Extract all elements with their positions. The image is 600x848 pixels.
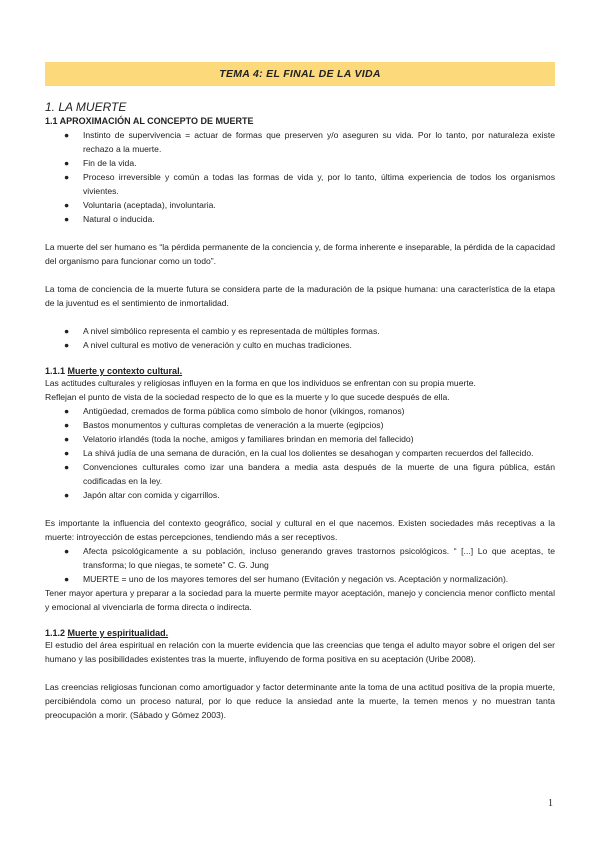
chapter-banner: TEMA 4: EL FINAL DE LA VIDA — [45, 62, 555, 86]
paragraph: Las creencias religiosas funcionan como amortiguador y factor determinante ante la toma de una actitud positiva de la propia muerte, percibiéndola como un proceso natural, por lo que reduce la ansiedad ante la muerte, la temen menos y no muestran tanta preocupación a morir. (Sábado y Gómez 2003). — [45, 682, 555, 720]
list-item: ● Convenciones culturales como izar una bandera a media asta después de la muerte de una figura pública, están codificadas en la ley. — [64, 462, 555, 486]
subsection-heading-cultural: 1.1.1 Muerte y contexto cultural. — [45, 366, 183, 376]
levels-list — [45, 324, 555, 352]
list-item: ● Bastos monumentos y culturas completas de veneración a la muerte (egipcios) — [64, 420, 384, 430]
list-item: ● Velatorio irlandés (toda la noche, amigos y familiares brindan en memoria del fallecido) — [64, 434, 414, 444]
paragraph: Tener mayor apertura y preparar a la sociedad para la muerte permite mayor aceptación, manejo y conciencia menor conflicto mental y emocional al vivenciarla de forma directa o indirecta. — [45, 588, 555, 612]
list-item: ● Japón altar con comida y cigarrillos. — [64, 490, 220, 500]
list-item: ● A nivel cultural es motivo de veneración y culto en muchas tradiciones. — [64, 340, 352, 350]
paragraph: Es importante la influencia del contexto geográfico, social y cultural en el que nacemos. Existen sociedades más receptivas a la muerte: introyección de estas percepciones, tendiendo más a ser receptivos. — [45, 518, 555, 542]
concept-list — [45, 128, 555, 226]
cultural-examples-list — [45, 404, 555, 502]
list-item: ● La shivá judía de una semana de duración, en la cual los dolientes se desahogan y comparten recuerdos del fallecido. — [64, 448, 534, 458]
list-item: ● Natural o inducida. — [64, 214, 155, 224]
paragraph: Reflejan el punto de vista de la sociedad respecto de lo que es la muerte y lo que sucede después de ella. — [45, 392, 450, 402]
list-item: ● Proceso irreversible y común a todas las formas de vida y, por lo tanto, última experiencia de todos los organismos vivientes. — [64, 172, 555, 196]
subsection-heading-spirituality: 1.1.2 Muerte y espiritualidad. — [45, 628, 169, 638]
list-item: ● Antigüedad, cremados de forma pública como símbolo de honor (vikingos, romanos) — [64, 406, 405, 416]
page-number: 1 — [548, 798, 553, 809]
definition-paragraph: La muerte del ser humano es “la pérdida permanente de la conciencia y, de forma inherente e inseparable, la pérdida de la capacidad del organismo para funcionar como un todo”. — [45, 242, 555, 266]
section-title: 1. LA MUERTE — [45, 100, 127, 114]
psychological-list — [45, 544, 555, 586]
list-item: ● MUERTE = uno de los mayores temores del ser humano (Evitación y negación vs. Aceptación y normalización). — [64, 574, 509, 584]
list-item: ● Afecta psicológicamente a su población, incluso generando graves trastornos psicológicos. “ [...] Lo que aceptas, te transforma; lo que niegas, te somete” C. G. Jung — [64, 546, 555, 570]
subsection-title: 1.1 APROXIMACIÓN AL CONCEPTO DE MUERTE — [45, 116, 254, 126]
list-item: ● Instinto de supervivencia = actuar de formas que preserven y/o aseguren su vida. Por lo tanto, por naturaleza existe rechazo a la muerte. — [64, 130, 555, 154]
list-item: ● A nivel simbólico representa el cambio y es representada de múltiples formas. — [64, 326, 380, 336]
paragraph: El estudio del área espiritual en relación con la muerte evidencia que las creencias que tenga el adulto mayor sobre el origen del ser humano y las posibilidades existentes tras la muerte, influyendo de forma positiva en su aceptación (Uribe 2008). — [45, 640, 555, 664]
document-page — [45, 62, 555, 722]
list-item: ● Voluntaria (aceptada), involuntaria. — [64, 200, 216, 210]
paragraph: Las actitudes culturales y religiosas influyen en la forma en que los individuos se enfrentan con su propia muerte. — [45, 378, 476, 388]
list-item: ● Fin de la vida. — [64, 158, 137, 168]
awareness-paragraph: La toma de conciencia de la muerte futura se considera parte de la maduración de la psique humana: una característica de la etapa de la juventud es el sentimiento de inmortalidad. — [45, 284, 555, 308]
